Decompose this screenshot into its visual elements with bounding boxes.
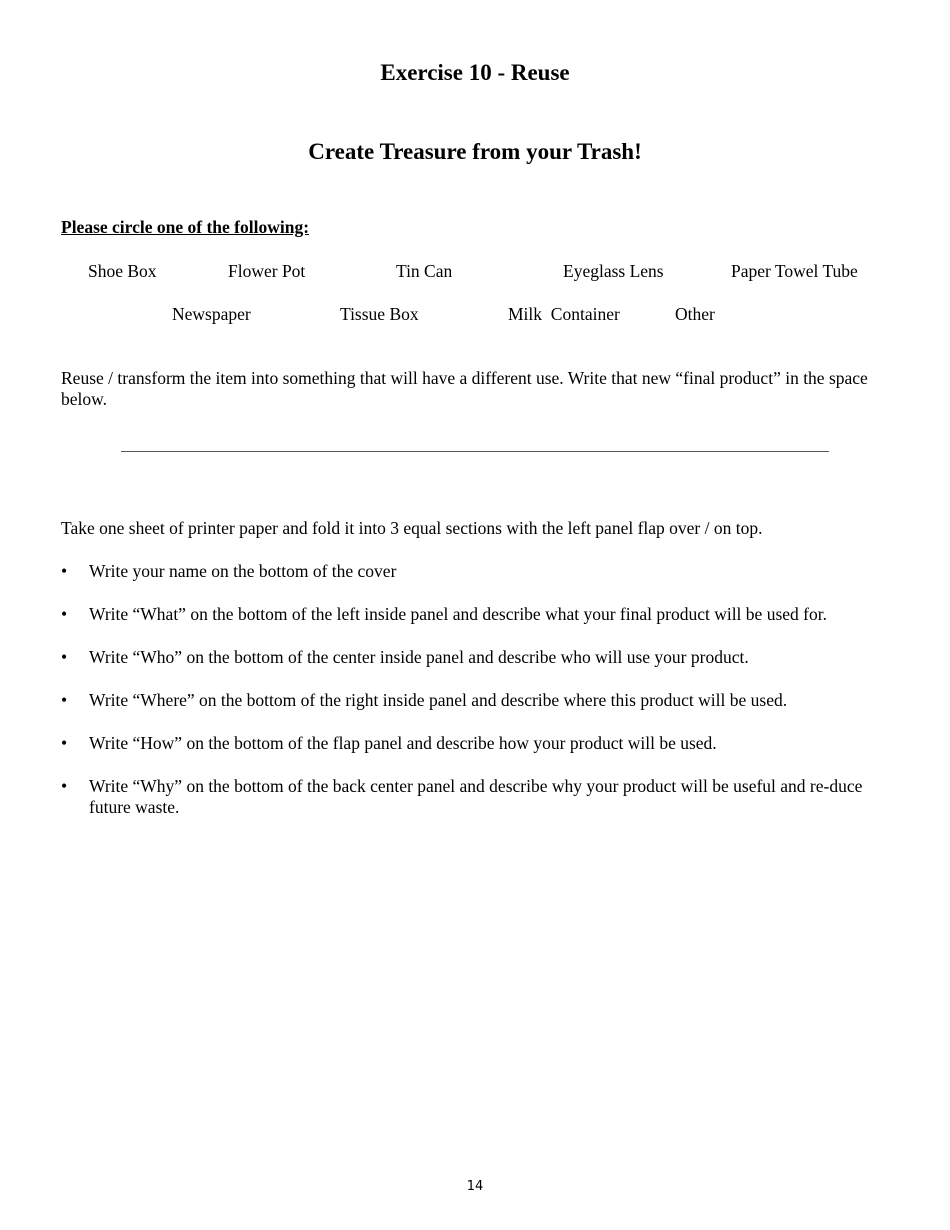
list-item-text: Write your name on the bottom of the cover <box>89 561 397 581</box>
list-item-text: Write “Why” on the bottom of the back center panel and describe why your product will be useful and re-duce future waste. <box>89 776 863 817</box>
choice-other[interactable]: Other <box>675 304 715 324</box>
answer-line[interactable] <box>121 451 829 452</box>
bullet-icon: • <box>61 647 68 667</box>
choice-shoe-box[interactable]: Shoe Box <box>88 261 157 281</box>
bullet-icon: • <box>61 561 68 581</box>
circle-instruction: Please circle one of the following: <box>61 217 310 237</box>
page-title: Exercise 10 - Reuse <box>380 60 570 85</box>
choice-tissue-box[interactable]: Tissue Box <box>340 304 419 324</box>
choice-milk-container[interactable]: Milk Container <box>508 304 620 324</box>
page-subtitle: Create Treasure from your Trash! <box>308 139 642 164</box>
choice-flower-pot[interactable]: Flower Pot <box>228 261 306 281</box>
list-item-text: Write “How” on the bottom of the flap panel and describe how your product will be used. <box>89 733 717 753</box>
bullet-icon: • <box>61 604 68 624</box>
fold-paragraph: Take one sheet of printer paper and fold it into 3 equal sections with the left panel flap over / on top. <box>61 518 763 538</box>
choice-newspaper[interactable]: Newspaper <box>172 304 251 324</box>
list-item-text: Write “Who” on the bottom of the center inside panel and describe who will use your product. <box>89 647 749 667</box>
choice-eyeglass-lens[interactable]: Eyeglass Lens <box>563 261 664 281</box>
choice-tin-can[interactable]: Tin Can <box>396 261 453 281</box>
page-number: 14 <box>466 1179 484 1194</box>
list-item-text: Write “Where” on the bottom of the right inside panel and describe where this product will be used. <box>89 690 788 710</box>
reuse-paragraph: Reuse / transform the item into something that will have a different use. Write that new “final product” in the space below. <box>61 368 868 409</box>
bullet-icon: • <box>61 776 68 796</box>
list-item-text: Write “What” on the bottom of the left inside panel and describe what your final product will be used for. <box>89 604 827 624</box>
bullet-icon: • <box>61 733 68 753</box>
choice-paper-towel-tube[interactable]: Paper Towel Tube <box>731 261 858 281</box>
bullet-icon: • <box>61 690 68 710</box>
